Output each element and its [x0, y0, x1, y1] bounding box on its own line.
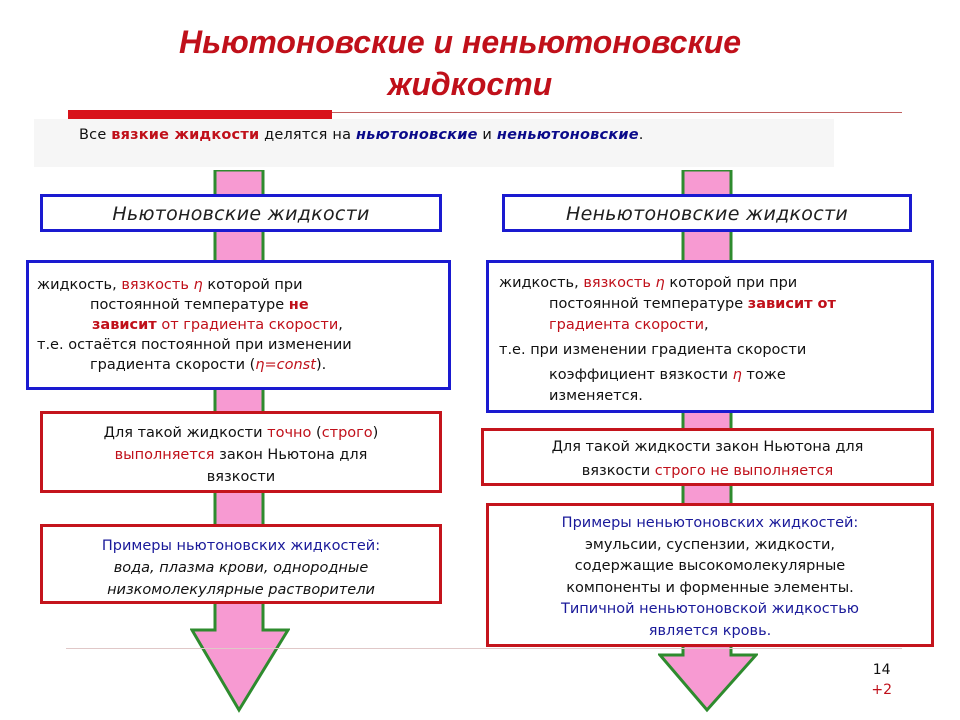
- examples-line: Типичной неньютоновской жидкостью: [561, 601, 859, 617]
- examples-line: низкомолекулярные растворители: [107, 582, 375, 598]
- newtonian-examples: [40, 524, 442, 604]
- newtonian-definition: [26, 260, 451, 390]
- law-line: вязкости: [206, 469, 276, 485]
- def-line: т.е. при изменении градиента скорости: [499, 342, 807, 358]
- law-line: Для такой жидкости закон Ньютона для: [551, 439, 864, 455]
- examples-line: эмульсии, суспензии, жидкости,: [584, 536, 836, 553]
- page-number: 14 +2: [871, 662, 892, 698]
- non-newtonian-examples: [486, 503, 934, 647]
- def-line: жидкость, вязкость η которой при: [37, 277, 303, 293]
- def-line: т.е. остаётся постоянной при изменении: [37, 337, 352, 353]
- def-line: зависит от градиента скорости,: [92, 317, 343, 333]
- examples-heading: Примеры неньютоновских жидкостей:: [561, 515, 859, 531]
- intro-text: Все вязкие жидкости делятся на ньютоновские и неньютоновские.: [79, 127, 644, 143]
- newtonian-law: [40, 411, 442, 493]
- def-line: коэффициент вязкости η тоже: [549, 367, 786, 383]
- def-line: изменяется.: [549, 388, 643, 404]
- examples-line: вода, плазма крови, однородные: [113, 560, 369, 576]
- examples-line: компоненты и форменные элементы.: [566, 579, 854, 596]
- def-line: жидкость, вязкость η которой при при: [499, 275, 798, 291]
- def-line: градиента скорости (η=const).: [90, 357, 327, 373]
- def-line: постоянной температуре не: [90, 297, 309, 313]
- def-line: постоянной температуре зависит от: [549, 296, 836, 312]
- non-newtonian-header: Неньютоновские жидкости: [502, 194, 912, 232]
- slide-title-line2: жидкости: [387, 66, 553, 102]
- title-underline-bar: [68, 110, 332, 119]
- def-line: градиента скорости,: [549, 317, 709, 333]
- non-newtonian-law: [481, 428, 934, 486]
- newtonian-header: Ньютоновские жидкости: [40, 194, 442, 232]
- examples-heading: Примеры ньютоновских жидкостей:: [101, 538, 381, 554]
- non-newtonian-definition: [486, 260, 934, 413]
- law-line: Для такой жидкости точно (строго): [103, 425, 379, 441]
- slide-title-line1: Ньютоновские и неньютоновские: [178, 24, 742, 60]
- law-line: выполняется закон Ньютона для: [114, 447, 368, 463]
- examples-line: является кровь.: [648, 622, 772, 639]
- footer-divider-line: [66, 648, 902, 649]
- examples-line: содержащие высокомолекулярные: [574, 558, 846, 574]
- law-line: вязкости строго не выполняется: [581, 463, 834, 479]
- title-divider-line: [332, 112, 902, 113]
